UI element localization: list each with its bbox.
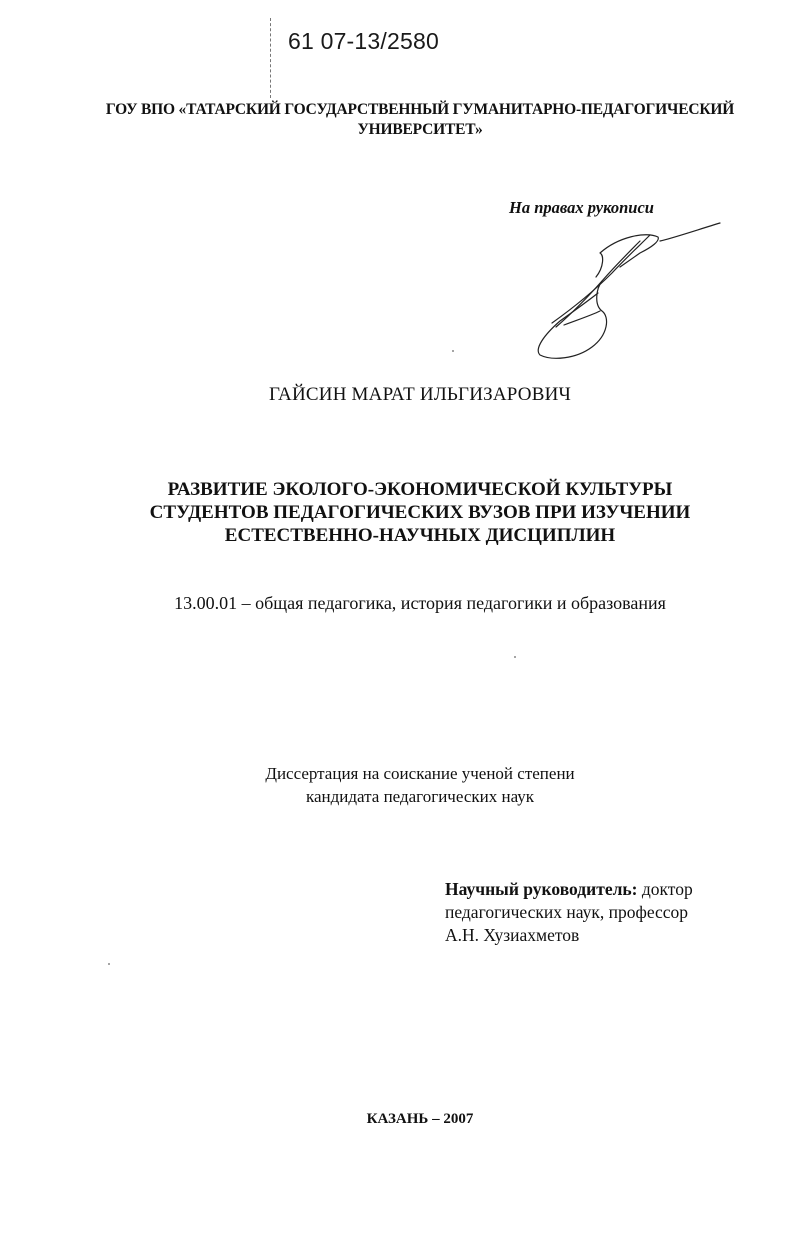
university-header: [60, 100, 780, 140]
university-line-2: УНИВЕРСИТЕТ»: [357, 121, 483, 138]
supervisor-degree-part-1: доктор: [641, 879, 693, 899]
supervisor-label: Научный руководитель:: [445, 879, 638, 899]
supervisor-degree-part-2: педагогических наук, профессор: [445, 902, 689, 922]
author-name: ГАЙСИН МАРАТ ИЛЬГИЗАРОВИЧ: [268, 384, 572, 405]
scan-speck: [108, 963, 110, 965]
stamp-margin-line: [270, 18, 271, 98]
title-line-2: СТУДЕНТОВ ПЕДАГОГИЧЕСКИХ ВУЗОВ ПРИ ИЗУЧЕНИИ: [149, 502, 691, 523]
archive-number: 61 07-13/2580: [288, 28, 439, 54]
degree-line-2: кандидата педагогических наук: [305, 787, 535, 806]
specialty-code: 13.00.01 – общая педагогика, история педагогики и образования: [174, 593, 666, 613]
city-year: КАЗАНЬ – 2007: [366, 1111, 474, 1127]
degree-line-1: Диссертация на соискание ученой степени: [265, 764, 575, 783]
supervisor-name: А.Н. Хузиахметов: [445, 925, 580, 945]
scan-speck: [452, 350, 454, 352]
scan-speck: [514, 656, 516, 658]
title-line-1: РАЗВИТИЕ ЭКОЛОГО-ЭКОНОМИЧЕСКОЙ КУЛЬТУРЫ: [167, 479, 673, 500]
manuscript-note: На правах рукописи: [509, 198, 654, 217]
university-line-1: ГОУ ВПО «ТАТАРСКИЙ ГОСУДАРСТВЕННЫЙ ГУМАНИТАРНО-ПЕДАГОГИЧЕСКИЙ: [105, 101, 735, 118]
dissertation-title: [60, 478, 780, 547]
title-line-3: ЕСТЕСТВЕННО-НАУЧНЫХ ДИСЦИПЛИН: [224, 525, 616, 546]
supervisor-block: [445, 878, 693, 947]
supervisor-line-1: [445, 878, 693, 901]
handwritten-signature: [500, 215, 730, 365]
degree-statement: [120, 762, 720, 808]
